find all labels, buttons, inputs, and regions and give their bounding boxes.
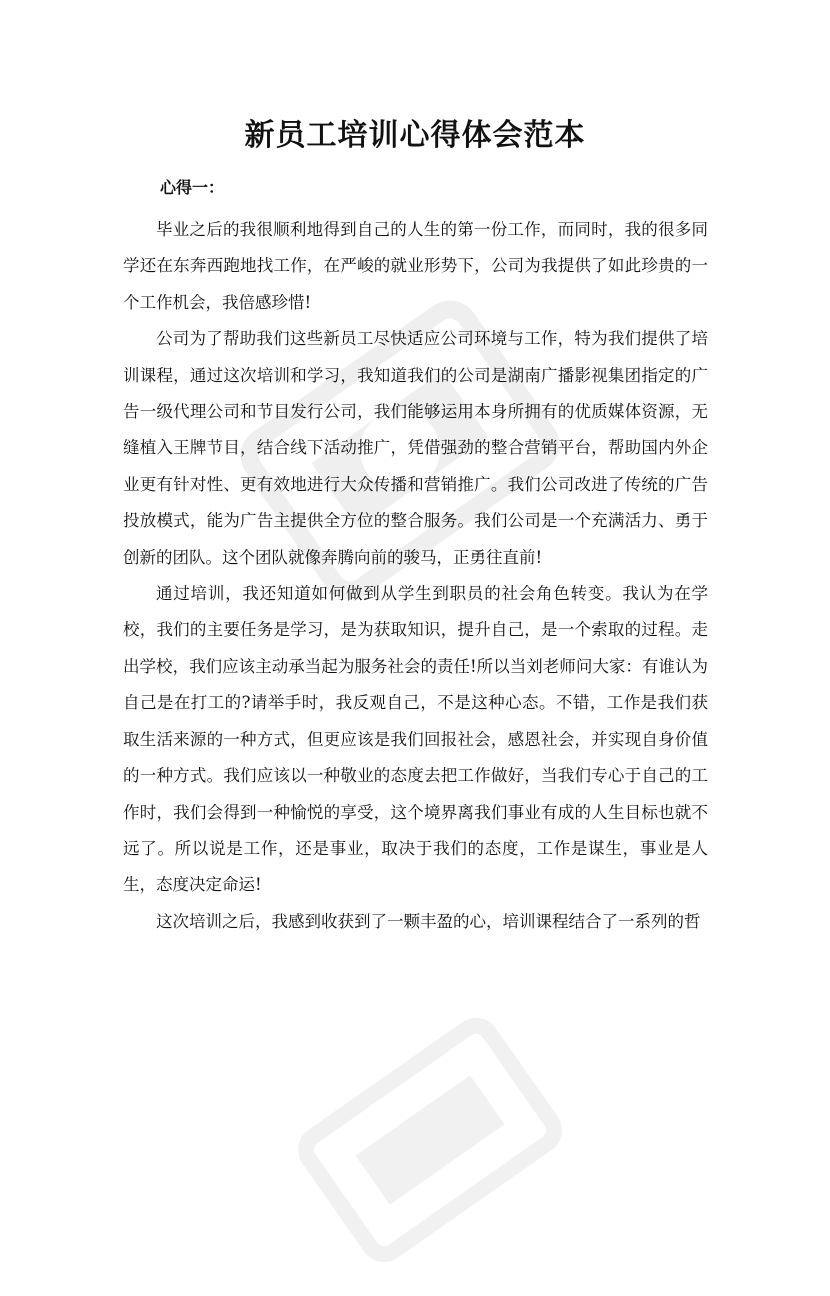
paragraph-1: 毕业之后的我很顺利地得到自己的人生的第一份工作，而同时，我的很多同学还在东奔西跑地找工作，在严峻的就业形势下，公司为我提供了如此珍贵的一个工作机会，我倍感珍惜! [123,220,708,312]
paragraph-3: 通过培训，我还知道如何做到从学生到职员的社会角色转变。我认为在学校，我们的主要任务是学习，是为获取知识，提升自己，是一个索取的过程。走出学校，我们应该主动承当起为服务社会的责任!所以当刘老师问大家：有谁认为自己是在打工的?请举手时，我反观自己，不是这种心态。不错，工作是我们获取生活来源的一种方式，但更应该是我们回报社会，感恩社会，并实现自身价值的一种方式。我们应该以一种敬业的态度去把工作做好，当我们专心于自己的工作时，我们会得到一种愉悦的享受，这个境界离我们事业有成的人生目标也就不远了。所以说是工作，还是事业，取决于我们的态度，工作是谋生，事业是人生，态度决定命运! [123,584,708,895]
paragraph-2: 公司为了帮助我们这些新员工尽快适应公司环境与工作，特为我们提供了培训课程，通过这次培训和学习，我知道我们的公司是湖南广播影视集团指定的广告一级代理公司和节目发行公司，我们能够运用本身所拥有的优质媒体资源，无缝植入王牌节目，结合线下活动推广，凭借强劲的整合营销平台，帮助国内外企业更有针对性、更有效地进行大众传播和营销推广。我们公司改进了传统的广告投放模式，能为广告主提供全方位的整合服务。我们公司是一个充满活力、勇于创新的团队。这个团队就像奔腾向前的骏马，正勇往直前! [123,329,708,567]
section-heading: 心得一： [160,178,225,197]
watermark-logo-bottom [266,984,594,1296]
document-title: 新员工培训心得体会范本 [244,118,586,153]
document-body [123,212,708,940]
paragraph-4: 这次培训之后，我感到收获到了一颗丰盈的心，培训课程结合了一系列的哲 [156,911,701,931]
